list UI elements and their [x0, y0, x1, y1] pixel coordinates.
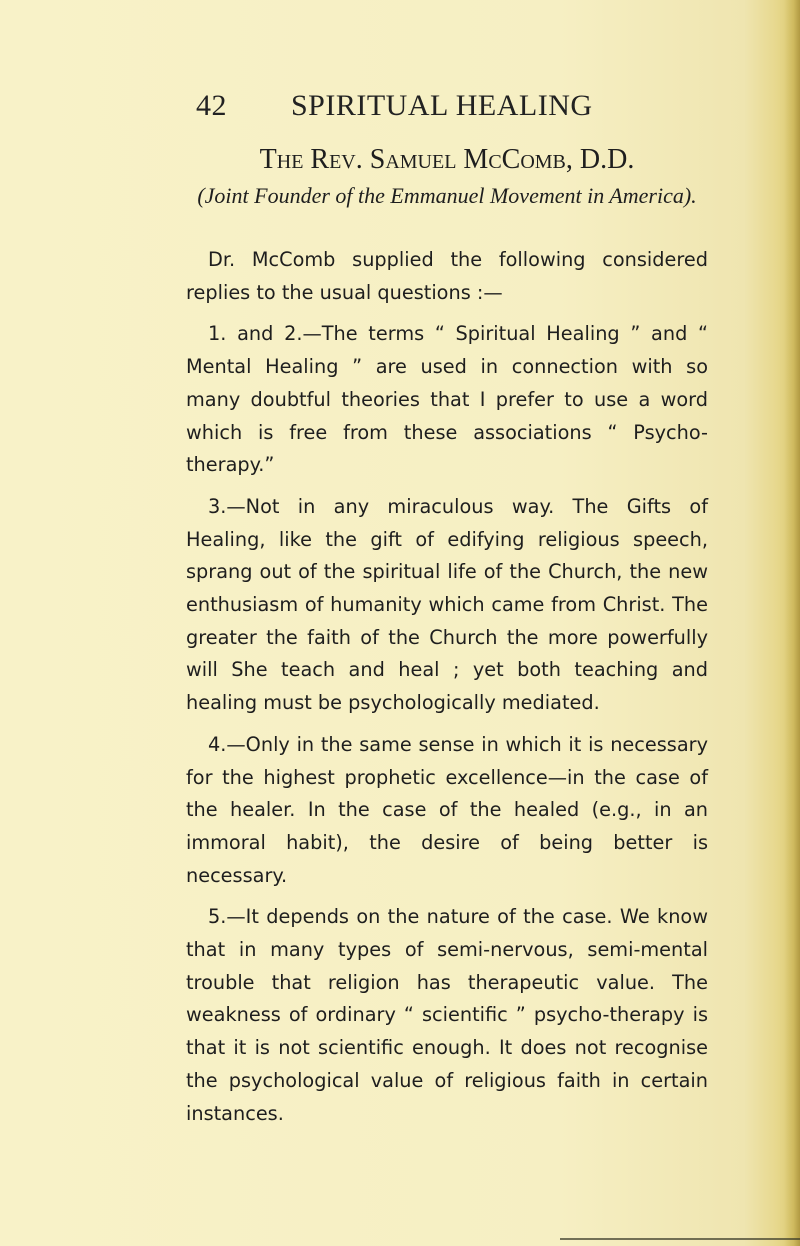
paragraph-answer-5: 5.—It depends on the nature of the case. We know that in many types of semi-nervous, semi-mental trouble that religion has therapeutic value. The weakness of ordinary “ scientific ” psycho-therapy is that it is not scientific enough. It does not recognise the psychological value of religious faith in certain instances.: [186, 905, 708, 1125]
paragraph-answer-3: 3.—Not in any miraculous way. The Gifts of Healing, like the gift of edifying religious speech, sprang out of the spiritual life of the Church, the new enthusiasm of humanity which came from Christ. The greater the faith of the Church the more powerfully will She teach and heal ; yet both teaching and healing must be psychologically mediated.: [186, 494, 708, 715]
paragraph-intro: Dr. McComb supplied the following considered replies to the usual questions :—: [186, 248, 708, 304]
page-bottom-rule: [560, 1238, 800, 1240]
paragraph-answer-1-2: 1. and 2.—The terms “ Spiritual Healing ” and “ Mental Healing ” are used in connection with so many doubtful theories that I prefer to use a word which is free from these associations “ Psycho-therapy.”: [186, 322, 708, 477]
section-heading: The Rev. Samuel McComb, D.D.: [259, 144, 635, 175]
page-edge-shadow: [784, 0, 800, 1246]
body-text: [186, 244, 708, 1139]
running-head-title: SPIRITUAL HEALING: [291, 89, 593, 122]
section-subheading: (Joint Founder of the Emmanuel Movement in America).: [197, 183, 697, 208]
page-number: 42: [196, 89, 227, 122]
paragraph-answer-4: 4.—Only in the same sense in which it is necessary for the highest prophetic excellence—in the case of the healer. In the case of the healed (e.g., in an immoral habit), the desire of being better is necessary.: [186, 732, 708, 887]
